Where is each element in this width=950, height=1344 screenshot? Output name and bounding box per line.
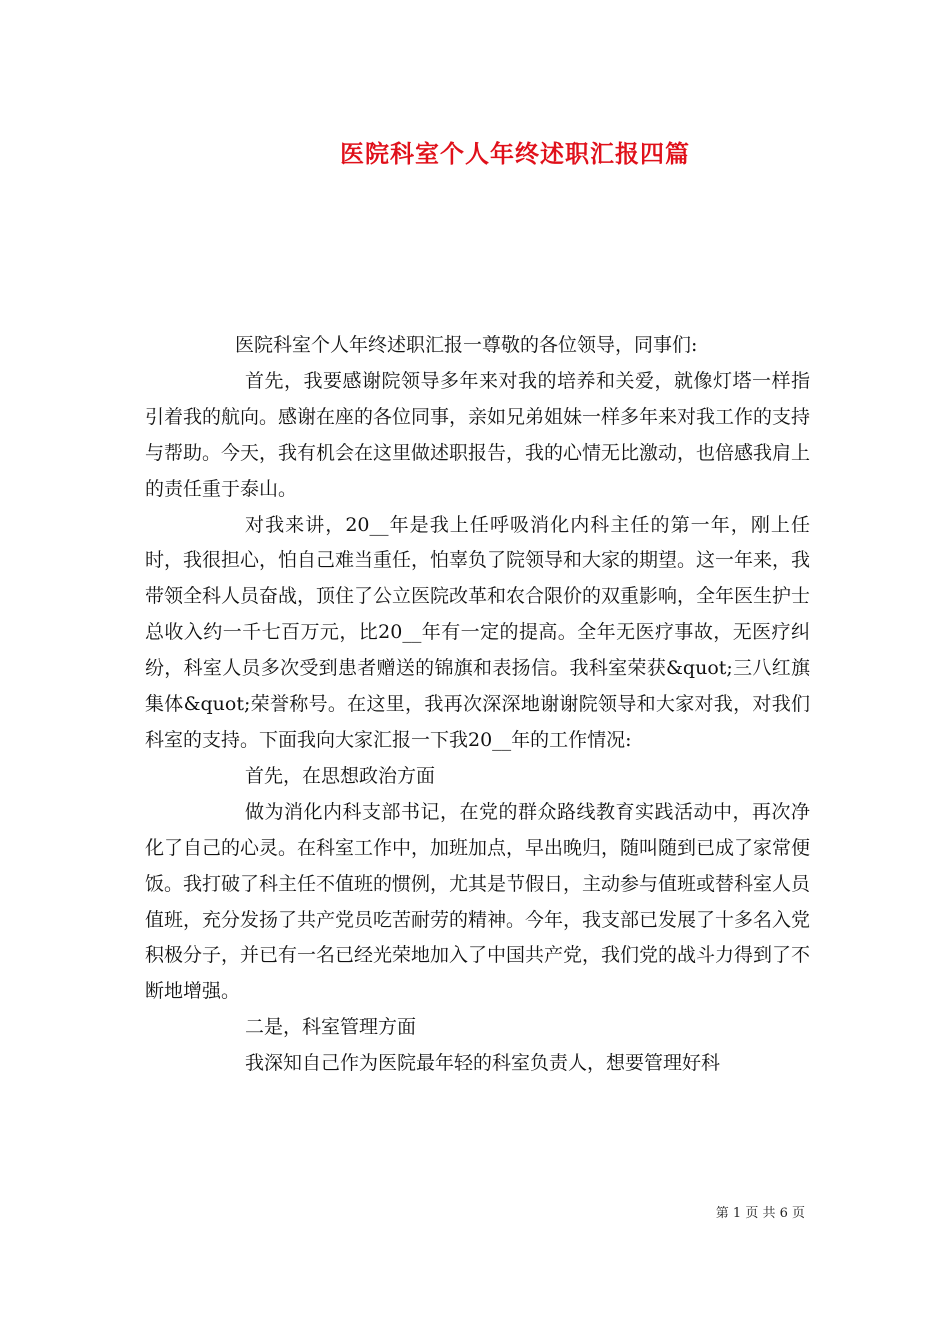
- section-heading-political: 首先，在思想政治方面: [245, 764, 436, 787]
- document-body: [145, 328, 810, 1082]
- page-number: 第 1 页 共 6 页: [715, 1206, 805, 1221]
- section-heading-management: 二是，科室管理方面: [245, 1016, 417, 1039]
- paragraph-political: 做为消化内科支部书记，在党的群众路线教育实践活动中，再次净化了自己的心灵。在科室工作中，加班加点，早出晚归，随叫随到已成了家常便饭。我打破了科主任不值班的惯例，尤其是节假日，主动参与值班或替科室人员值班，充分发扬了共产党员吃苦耐劳的精神。今年，我支部已发展了十多名入党积极分子，并已有一名已经光荣地加入了中国共产党，我们党的战斗力得到了不断地增强。: [145, 800, 811, 1003]
- paragraph-greeting: 医院科室个人年终述职汇报一尊敬的各位领导，同事们:: [235, 334, 698, 356]
- document-title: 医院科室个人年终述职汇报四篇: [340, 139, 690, 168]
- paragraph-management: 我深知自己作为医院最年轻的科室负责人，想要管理好科: [245, 1052, 721, 1075]
- paragraph-thanks: 首先，我要感谢院领导多年来对我的培养和关爱，就像灯塔一样指引着我的航向。感谢在座的各位同事，亲如兄弟姐妹一样多年来对我工作的支持与帮助。今天，我有机会在这里做述职报告，我的心情无比激动，也倍感我肩上的责任重于泰山。: [145, 369, 811, 500]
- paragraph-year-summary: 对我来讲，20__年是我上任呼吸消化内科主任的第一年，刚上任时，我很担心，怕自己难当重任，怕辜负了院领导和大家的期望。这一年来，我带领全科人员奋战，顶住了公立医院改革和农合限价的双重影响，全年医生护士总收入约一千七百万元，比20__年有一定的提高。全年无医疗事故，无医疗纠纷，科室人员多次受到患者赠送的锦旗和表扬信。我科室荣获&quot;三八红旗集体&quot;荣誉称号。在这里，我再次深深地谢谢院领导和大家对我，对我们科室的支持。下面我向大家汇报一下我20__年的工作情况:: [145, 513, 811, 751]
